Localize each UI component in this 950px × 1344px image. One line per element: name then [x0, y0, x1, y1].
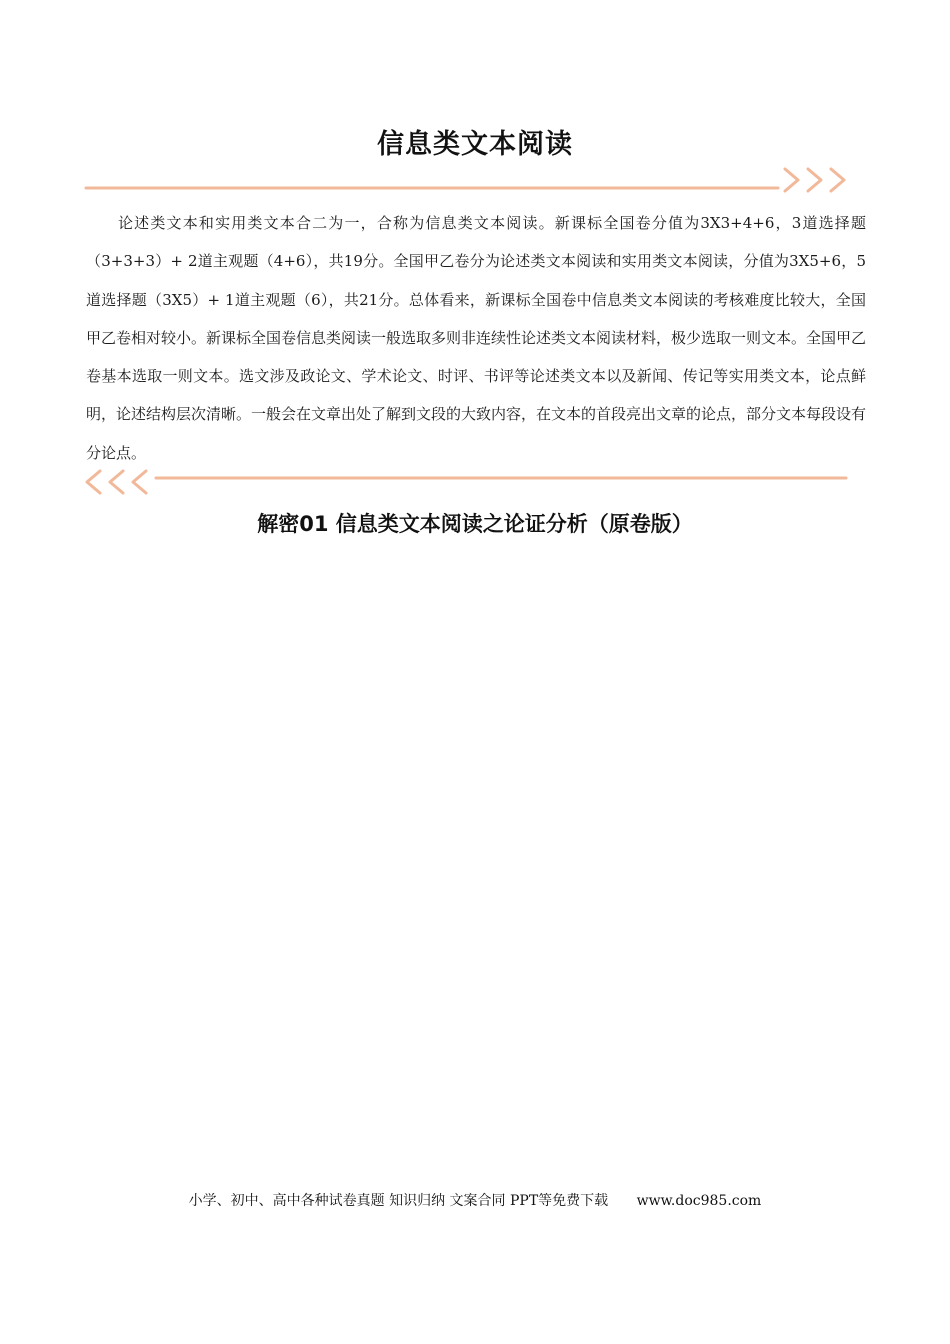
footer-url[interactable]: www.doc985.com: [636, 1193, 762, 1209]
footer-text: 小学、初中、高中各种试卷真题 知识归纳 文案合同 PPT等免费下载: [188, 1193, 609, 1209]
page-title: 信息类文本阅读: [377, 129, 573, 160]
bottom-divider-arrows: [84, 466, 854, 498]
top-divider-arrows: [84, 164, 854, 196]
intro-paragraph: 论述类文本和实用类文本合二为一，合称为信息类文本阅读。新课标全国卷分值为3X3+4+6，3道选择题（3+3+3）+ 2道主观题（4+6），共19分。全国甲乙卷分为论述类文本阅读和实用类文本阅读，分值为3X5+6，5道选择题（3X5）+ 1道主观题（6），共21分。总体看来，新课标全国卷中信息类文本阅读的考核难度比较大，全国甲乙卷相对较小。新课标全国卷信息类阅读一般选取多则非连续性论述类文本阅读材料，极少选取一则文本。全国甲乙卷基本选取一则文本。选文涉及政论文、学术论文、时评、书评等论述类文本以及新闻、传记等实用类文本，论点鲜明，论述结构层次清晰。一般会在文章出处了解到文段的大致内容，在文本的首段亮出文章的论点，部分文本每段设有分论点。: [86, 214, 867, 462]
section-subtitle: 解密01 信息类文本阅读之论证分析（原卷版）: [257, 512, 693, 536]
footer: [0, 1190, 950, 1210]
